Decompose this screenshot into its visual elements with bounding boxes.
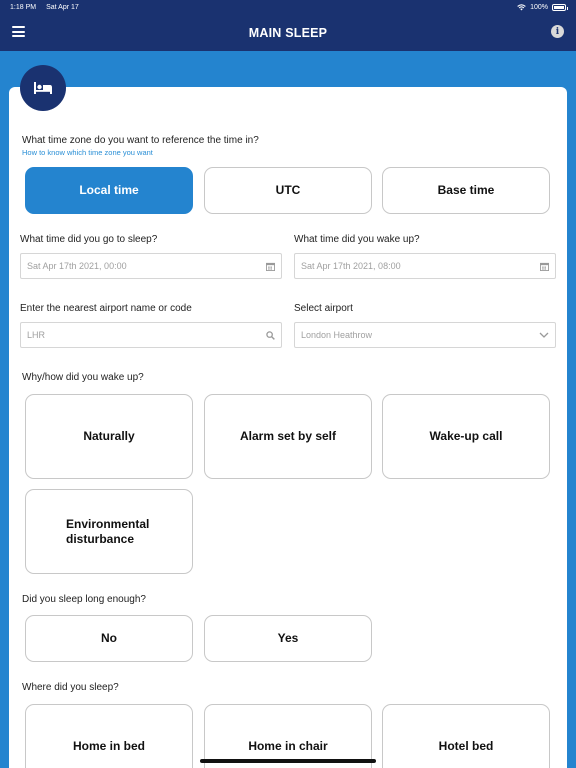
home-indicator[interactable] <box>200 759 376 763</box>
bed-icon <box>33 81 53 95</box>
sleep-enough-yes-button[interactable]: Yes <box>204 615 372 662</box>
status-bar <box>0 0 576 14</box>
timezone-help-link[interactable]: How to know which time zone you want <box>22 148 153 157</box>
wake-naturally-button[interactable]: Naturally <box>25 394 193 479</box>
hamburger-menu-icon[interactable] <box>12 26 25 37</box>
wifi-icon <box>517 4 526 11</box>
airport-search-label: Enter the nearest airport name or code <box>20 303 192 314</box>
wake-call-button[interactable]: Wake-up call <box>382 394 550 479</box>
status-time: 1:18 PM <box>10 3 37 11</box>
wake-alarm-button[interactable]: Alarm set by self <box>204 394 372 479</box>
wake-disturbance-button[interactable]: Environmental disturbance <box>25 489 193 574</box>
timezone-utc-button[interactable]: UTC <box>204 167 372 214</box>
sleep-time-label: What time did you go to sleep? <box>20 234 158 245</box>
airport-search-placeholder: LHR <box>27 330 46 340</box>
airport-select[interactable] <box>294 322 556 348</box>
timezone-base-button[interactable]: Base time <box>382 167 550 214</box>
calendar-icon <box>266 262 275 271</box>
status-date: Sat Apr 17 <box>46 3 79 11</box>
sleep-time-placeholder: Sat Apr 17th 2021, 00:00 <box>27 261 127 271</box>
info-icon[interactable]: i <box>551 25 564 38</box>
search-icon <box>266 331 275 340</box>
airport-select-label: Select airport <box>294 303 353 314</box>
page-title: MAIN SLEEP <box>248 25 328 40</box>
location-home-bed-button[interactable]: Home in bed <box>25 704 193 768</box>
timezone-question: What time zone do you want to reference the time in? <box>22 135 259 146</box>
battery-percent: 100% <box>530 3 548 11</box>
airport-search-input[interactable] <box>20 322 282 348</box>
wake-time-field[interactable] <box>294 253 556 279</box>
location-home-chair-button[interactable]: Home in chair <box>204 704 372 768</box>
location-hotel-bed-button[interactable]: Hotel bed <box>382 704 550 768</box>
sleep-location-question: Where did you sleep? <box>22 682 119 693</box>
battery-icon <box>552 4 566 11</box>
header-bar <box>0 14 576 51</box>
timezone-local-button[interactable]: Local time <box>25 167 193 214</box>
battery-fill <box>554 6 564 9</box>
status-right <box>517 4 566 11</box>
wake-time-label: What time did you wake up? <box>294 234 420 245</box>
wake-reason-question: Why/how did you wake up? <box>22 372 144 383</box>
sleep-time-field[interactable] <box>20 253 282 279</box>
sleep-enough-no-button[interactable]: No <box>25 615 193 662</box>
wake-time-placeholder: Sat Apr 17th 2021, 08:00 <box>301 261 401 271</box>
chevron-down-icon <box>539 332 549 338</box>
airport-select-value: London Heathrow <box>301 330 373 340</box>
calendar-icon <box>540 262 549 271</box>
sleep-enough-question: Did you sleep long enough? <box>22 594 146 605</box>
bed-badge <box>20 65 66 111</box>
